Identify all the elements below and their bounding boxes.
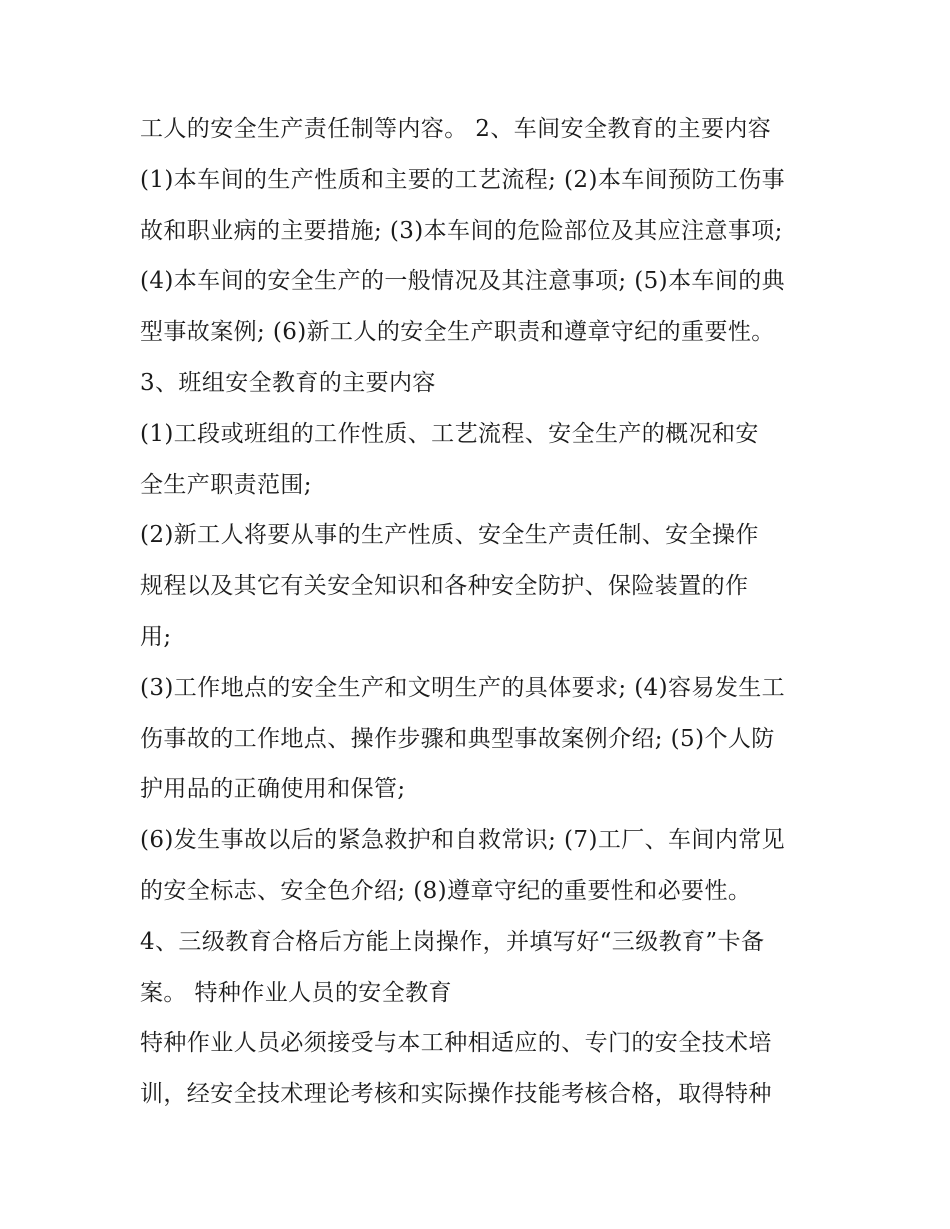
text-line: (6)发生事故以后的紧急救护和自救常识; (7)工厂、车间内常见	[140, 827, 786, 854]
text-line: 工人的安全生产责任制等内容。 2、车间安全教育的主要内容	[140, 116, 772, 142]
text-line: 的安全标志、安全色介绍; (8)遵章守纪的重要性和必要性。	[140, 877, 752, 904]
text-line: 规程以及其它有关安全知识和各种安全防护、保险装置的作	[140, 573, 749, 600]
text-line: 故和职业病的主要措施; (3)本车间的危险部位及其应注意事项;	[140, 217, 783, 244]
section-heading: 3、班组安全教育的主要内容	[140, 369, 436, 396]
text-line: (3)工作地点的安全生产和文明生产的具体要求; (4)容易发生工	[140, 674, 786, 701]
text-line: 伤事故的工作地点、操作步骤和典型事故案例介绍; (5)个人防	[140, 725, 775, 752]
text-line: 型事故案例; (6)新工人的安全生产职责和遵章守纪的重要性。	[140, 319, 775, 346]
text-line: 训，经安全技术理论考核和实际操作技能考核合格，取得特种	[140, 1081, 772, 1108]
text-line: 护用品的正确使用和保管;	[140, 776, 406, 803]
text-line: (2)新工人将要从事的生产性质、安全生产责任制、安全操作	[140, 522, 759, 549]
text-line: (4)本车间的安全生产的一般情况及其注意事项; (5)本车间的典	[140, 268, 786, 295]
text-line: (1)工段或班组的工作性质、工艺流程、安全生产的概况和安	[140, 420, 759, 447]
document-body	[140, 104, 820, 1120]
text-line: 全生产职责范围;	[140, 471, 312, 498]
text-line: 4、三级教育合格后方能上岗操作，并填写好“三级教育”卡备	[140, 928, 765, 955]
text-line: (1)本车间的生产性质和主要的工艺流程; (2)本车间预防工伤事	[140, 166, 786, 193]
text-line: 案。 特种作业人员的安全教育	[140, 979, 452, 1006]
text-line: 特种作业人员必须接受与本工种相适应的、专门的安全技术培	[140, 1030, 772, 1057]
text-line: 用;	[140, 623, 172, 650]
